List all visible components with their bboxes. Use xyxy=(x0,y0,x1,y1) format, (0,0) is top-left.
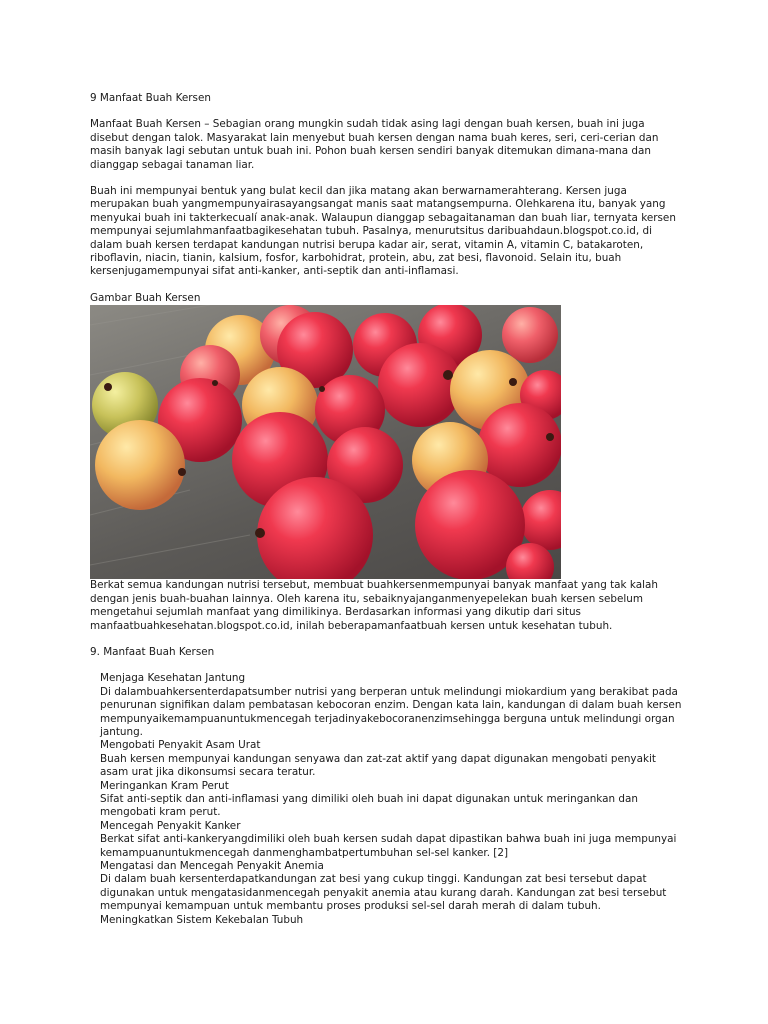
fruit-illustration xyxy=(90,305,561,579)
intro-paragraph: Manfaat Buah Kersen – Sebagian orang mungkin sudah tidak asing lagi dengan buah kersen, buah ini juga disebut dengan talok. Masyarakat lain menyebut buah kersen dengan nama buah keres, seri, ceri-cerian dan masih banyak lagi sebutan untuk buah ini. Pohon buah kersen sendiri banyak ditemukan dimana-mana dan dianggap sebagai tanaman liar. xyxy=(90,118,659,171)
kersen-fruit-photo xyxy=(90,305,561,579)
document-title: 9 Manfaat Buah Kersen xyxy=(90,92,211,104)
benefit-heading: Menjaga Kesehatan Jantung xyxy=(100,672,246,685)
after-image-paragraph: Berkat semua kandungan nutrisi tersebut, membuat buahkersenmempunyai banyak manfaat yang tak kalah dengan jenis buah-buahan lainnya. Oleh karena itu, sebaiknyajanganmenyepelekan buah kersen sebelum mengetahui sejumlah manfaat yang dimilikinya. Berdasarkan informasi yang dikutip dari situs manfaatbuahkesehatan.blogspot.co.id, inilah beberapamanfaatbuah kersen untuk kesehatan tubuh. xyxy=(90,579,658,632)
image-caption: Gambar Buah Kersen xyxy=(90,291,201,304)
benefit-heading: Mengobati Penyakit Asam Urat xyxy=(100,739,261,752)
benefit-text: Di dalambuahkersenterdapatsumber nutrisi yang berperan untuk melindungi miokardium yang berakibat pada penurunan signifikan dalam pembatasan kebocoran enzim. Dengan kata lain, kandungan di dalam buah kersen mempunyaikemampuanuntukmencegah terjadinyakebocoranenzimsehingga berguna untuk melindungi organ jantung. xyxy=(100,685,682,738)
benefit-heading: Mencegah Penyakit Kanker xyxy=(100,819,241,832)
nutrition-paragraph: Buah ini mempunyai bentuk yang bulat kecil dan jika matang akan berwarnamerahterang. Kersen juga merupakan buah yangmempunyairasayangsangat manis saat matangsempurna. Olehkarena itu, banyak yang menyukai buah ini takterkecualí anak-anak. Walaupun dianggap sebagaitanaman dan buah liar, ternyata kersen mempunyai sejumlahmanfaatbagikesehatan tubuh. Pasalnya, menurutsitus daribuahdaun.blogspot.co.id, di dalam buah kersen terdapat kandungan nutrisi berupa kadar air, serat, vitamin A, vitamin C, batakaroten, riboflavin, niacin, tianin, kalsium, fosfor, karbohidrat, protein, abu, zat besi, flavonoid. Selain itu, buah kersenjugamempunyai sifat anti-kanker, anti-septik dan anti-inflamasi. xyxy=(90,185,676,278)
benefit-text: Sifat anti-septik dan anti-inflamasi yang dimiliki oleh buah ini dapat digunakan untuk meringankan dan mengobati kram perut. xyxy=(100,792,638,819)
benefit-text: Berkat sifat anti-kankeryangdimiliki oleh buah kersen sudah dapat dipastikan bahwa buah ini juga mempunyai kemampuanuntukmencegah danmenghambatpertumbuhan sel-sel kanker. [2] xyxy=(100,833,677,859)
benefit-text: Buah kersen mempunyai kandungan senyawa dan zat-zat aktif yang dapat digunakan mengobati penyakit asam urat jika dikonsumsi secara teratur. xyxy=(100,752,656,779)
benefit-text: Di dalam buah kersenterdapatkandungan zat besi yang cukup tinggi. Kandungan zat besi tersebut dapat digunakan untuk mengatasidanmencegah penyakit anemia atau kurang darah. Kandungan zat besi tersebut mempunyai kemampuan untuk membantu proses produksi sel-sel darah merah di dalam tubuh. xyxy=(100,873,667,913)
benefit-heading: Meringankan Kram Perut xyxy=(100,779,229,792)
document-body xyxy=(90,92,684,927)
benefits-list xyxy=(90,672,684,927)
benefit-heading: Meningkatkan Sistem Kekebalan Tubuh xyxy=(100,913,304,926)
benefit-heading: Mengatasi dan Mencegah Penyakit Anemia xyxy=(100,860,324,872)
list-heading: 9. Manfaat Buah Kersen xyxy=(90,645,215,658)
